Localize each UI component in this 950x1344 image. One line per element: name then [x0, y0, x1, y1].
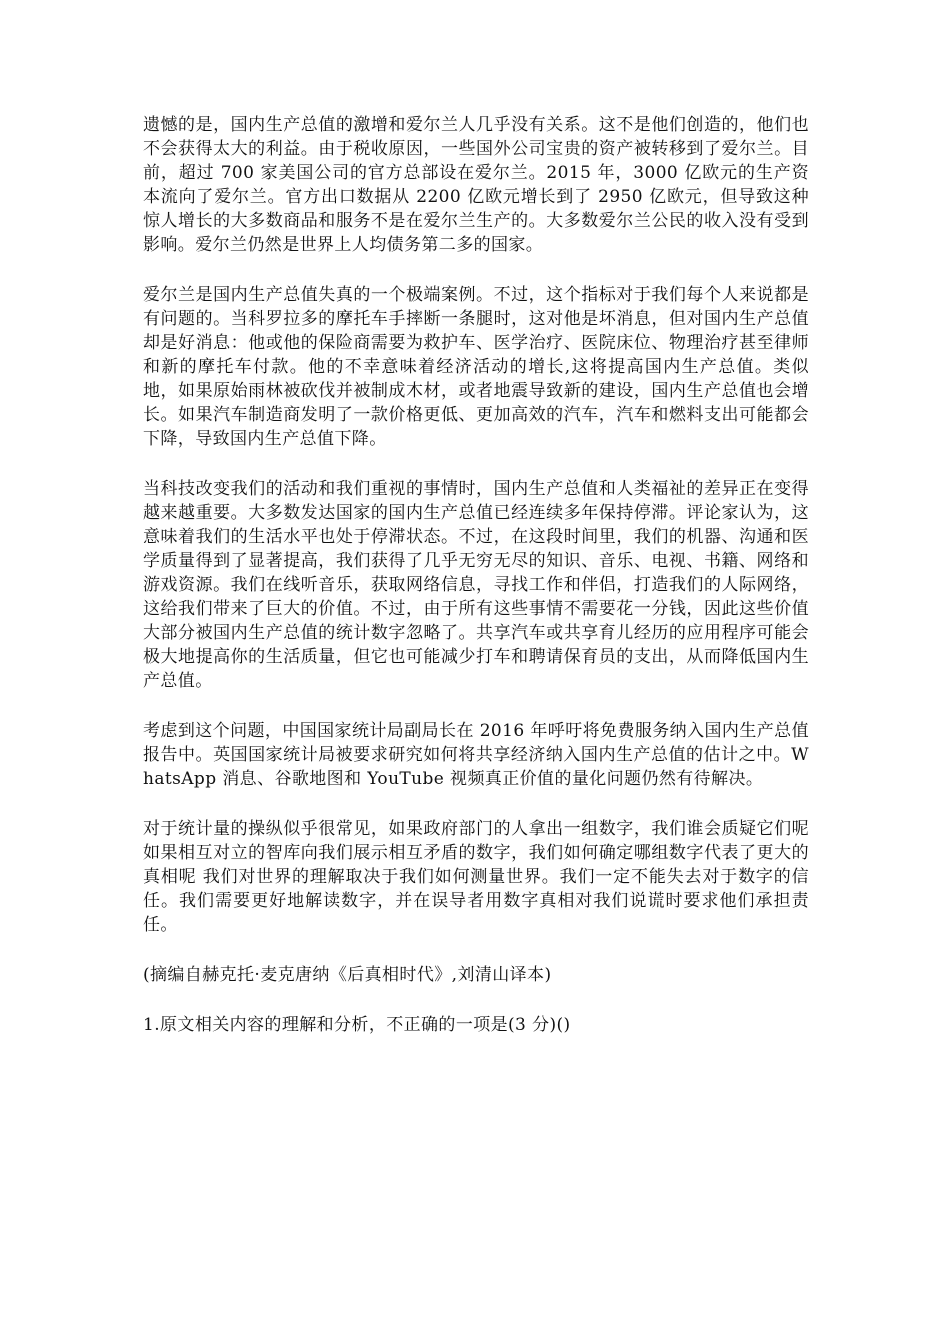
document-page [143, 113, 809, 1037]
paragraph-free-services: 考虑到这个问题，中国国家统计局副局长在 2016 年呼吁将免费服务纳入国内生产总值报告中。英国国家统计局被要求研究如何将共享经济纳入国内生产总值的估计之中。WhatsApp 消息、谷歌地图和 YouTube 视频真正价值的量化问题仍然有待解决。 [143, 721, 809, 789]
paragraph-ireland-gdp: 遗憾的是，国内生产总值的激增和爱尔兰人几乎没有关系。这不是他们创造的，他们也不会获得太大的利益。由于税收原因，一些国外公司宝贵的资产被转移到了爱尔兰。目前，超过 700 家美国公司的官方总部设在爱尔兰。2015 年，3000 亿欧元的生产资本流向了爱尔兰。官方出口数据从 2200 亿欧元增长到了 2950 亿欧元，但导致这种惊人增长的大多数商品和服务不是在爱尔兰生产的。大多数爱尔兰公民的收入没有受到影响。爱尔兰仍然是世界上人均债务第二多的国家。 [143, 115, 809, 255]
question-1: 1.原文相关内容的理解和分析，不正确的一项是(3 分)() [143, 1015, 571, 1035]
paragraph-technology-welfare: 当科技改变我们的活动和我们重视的事情时，国内生产总值和人类福祉的差异正在变得越来越重要。大多数发达国家的国内生产总值已经连续多年保持停滞。评论家认为，这意味着我们的生活水平也处于停滞状态。不过，在这段时间里，我们的机器、沟通和医学质量得到了显著提高，我们获得了几乎无穷无尽的知识、音乐、电视、书籍、网络和游戏资源。我们在线听音乐，获取网络信息，寻找工作和伴侣，打造我们的人际网络，这给我们带来了巨大的价值。不过，由于所有这些事情不需要花一分钱，因此这些价值大部分被国内生产总值的统计数字忽略了。共享汽车或共享育儿经历的应用程序可能会极大地提高你的生活质量，但它也可能减少打车和聘请保育员的支出，从而降低国内生产总值。 [143, 479, 809, 691]
paragraph-gdp-distortion: 爱尔兰是国内生产总值失真的一个极端案例。不过，这个指标对于我们每个人来说都是有问题的。当科罗拉多的摩托车手摔断一条腿时，这对他是坏消息，但对国内生产总值却是好消息：他或他的保险商需要为救护车、医学治疗、医院床位、物理治疗甚至律师和新的摩托车付款。他的不幸意味着经济活动的增长,这将提高国内生产总值。类似地，如果原始雨林被砍伐并被制成木材，或者地震导致新的建设，国内生产总值也会增长。如果汽车制造商发明了一款价格更低、更加高效的汽车，汽车和燃料支出可能都会下降，导致国内生产总值下降。 [143, 285, 809, 449]
source-citation: (摘编自赫克托·麦克唐纳《后真相时代》,刘清山译本) [143, 965, 552, 985]
paragraph-statistics-trust: 对于统计量的操纵似乎很常见，如果政府部门的人拿出一组数字，我们谁会质疑它们呢 如果相互对立的智库向我们展示相互矛盾的数字，我们如何确定哪组数字代表了更大的真相呢 我们对世界的理解取决于我们如何测量世界。我们一定不能失去对于数字的信任。我们需要更好地解读数字，并在误导者用数字真相对我们说谎时要求他们承担责任。 [143, 819, 809, 935]
